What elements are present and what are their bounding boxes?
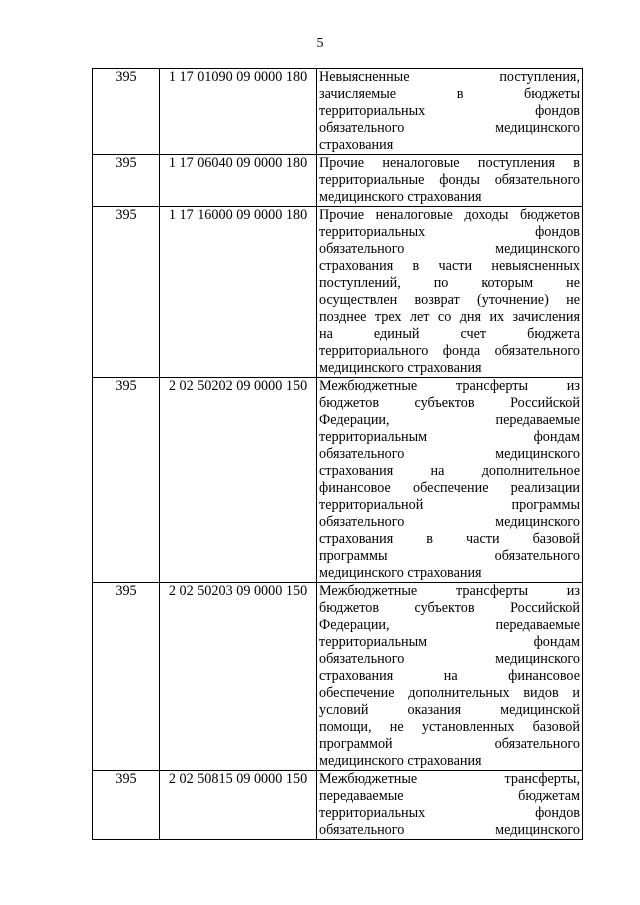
name-line: поступлений, по которым не [319, 275, 580, 291]
name-line: Межбюджетные трансферты из [319, 583, 580, 599]
name-line: обеспечение дополнительных видов и [319, 685, 580, 701]
name-line: территориального фонда обязательного [319, 343, 580, 359]
name-line: обязательного медицинского [319, 241, 580, 257]
name-line: финансовое обеспечение реализации [319, 480, 580, 496]
budget-code-cell: 1 17 16000 09 0000 180 [160, 207, 317, 378]
admin-code-cell: 395 [93, 771, 160, 840]
name-line: бюджетов субъектов Российской [319, 600, 580, 616]
name-line: обязательного медицинского [319, 822, 580, 838]
admin-code-cell: 395 [93, 583, 160, 771]
name-line: позднее трех лет со дня их зачисления [319, 309, 580, 325]
budget-code-cell: 1 17 01090 09 0000 180 [160, 69, 317, 155]
name-line: программы обязательного [319, 548, 580, 564]
admin-code-cell: 395 [93, 155, 160, 207]
revenue-name-cell [317, 583, 583, 771]
revenue-name-cell [317, 207, 583, 378]
name-line: на единый счет бюджета [319, 326, 580, 342]
name-line: бюджетов субъектов Российской [319, 395, 580, 411]
name-line: страхования в части базовой [319, 531, 580, 547]
name-line: страхования в части невыясненных [319, 258, 580, 274]
name-line: территориальных фондов [319, 103, 580, 119]
admin-code-cell: 395 [93, 378, 160, 583]
table-row [93, 69, 583, 155]
table-row [93, 155, 583, 207]
budget-code-cell: 1 17 06040 09 0000 180 [160, 155, 317, 207]
revenue-name-cell [317, 771, 583, 840]
name-line: Межбюджетные трансферты из [319, 378, 580, 394]
revenue-name-cell [317, 69, 583, 155]
admin-code-cell: 395 [93, 207, 160, 378]
name-line: Межбюджетные трансферты, [319, 771, 580, 787]
name-line: Федерации, передаваемые [319, 617, 580, 633]
name-line: территориальным фондам [319, 634, 580, 650]
name-line: медицинского страхования [319, 360, 482, 376]
name-line: страхования на дополнительное [319, 463, 580, 479]
admin-code-cell: 395 [93, 69, 160, 155]
revenue-codes-table [92, 68, 583, 840]
table-row [93, 378, 583, 583]
name-line: помощи, не установленных базовой [319, 719, 580, 735]
table-row [93, 771, 583, 840]
name-line: зачисляемые в бюджеты [319, 86, 580, 102]
page-number: 5 [316, 36, 324, 51]
name-line: территориальной программы [319, 497, 580, 513]
name-line: медицинского страхования [319, 189, 482, 205]
name-line: обязательного медицинского [319, 514, 580, 530]
name-line: передаваемые бюджетам [319, 788, 580, 804]
name-line: программой обязательного [319, 736, 580, 752]
name-line: территориальные фонды обязательного [319, 172, 580, 188]
name-line: территориальным фондам [319, 429, 580, 445]
name-line: медицинского страхования [319, 753, 482, 769]
name-line: Невыясненные поступления, [319, 69, 580, 85]
table-row [93, 207, 583, 378]
name-line: страхования [319, 137, 394, 153]
name-line: страхования на финансовое [319, 668, 580, 684]
name-line: территориальных фондов [319, 805, 580, 821]
budget-code-cell: 2 02 50203 09 0000 150 [160, 583, 317, 771]
name-line: осуществлен возврат (уточнение) не [319, 292, 580, 308]
name-line: территориальных фондов [319, 224, 580, 240]
name-line: Прочие неналоговые доходы бюджетов [319, 207, 580, 223]
revenue-name-cell [317, 378, 583, 583]
name-line: обязательного медицинского [319, 651, 580, 667]
name-line: медицинского страхования [319, 565, 482, 581]
name-line: Прочие неналоговые поступления в [319, 155, 580, 171]
name-line: Федерации, передаваемые [319, 412, 580, 428]
revenue-name-cell [317, 155, 583, 207]
table-row [93, 583, 583, 771]
name-line: условий оказания медицинской [319, 702, 580, 718]
name-line: обязательного медицинского [319, 446, 580, 462]
name-line: обязательного медицинского [319, 120, 580, 136]
budget-code-cell: 2 02 50815 09 0000 150 [160, 771, 317, 840]
budget-code-cell: 2 02 50202 09 0000 150 [160, 378, 317, 583]
